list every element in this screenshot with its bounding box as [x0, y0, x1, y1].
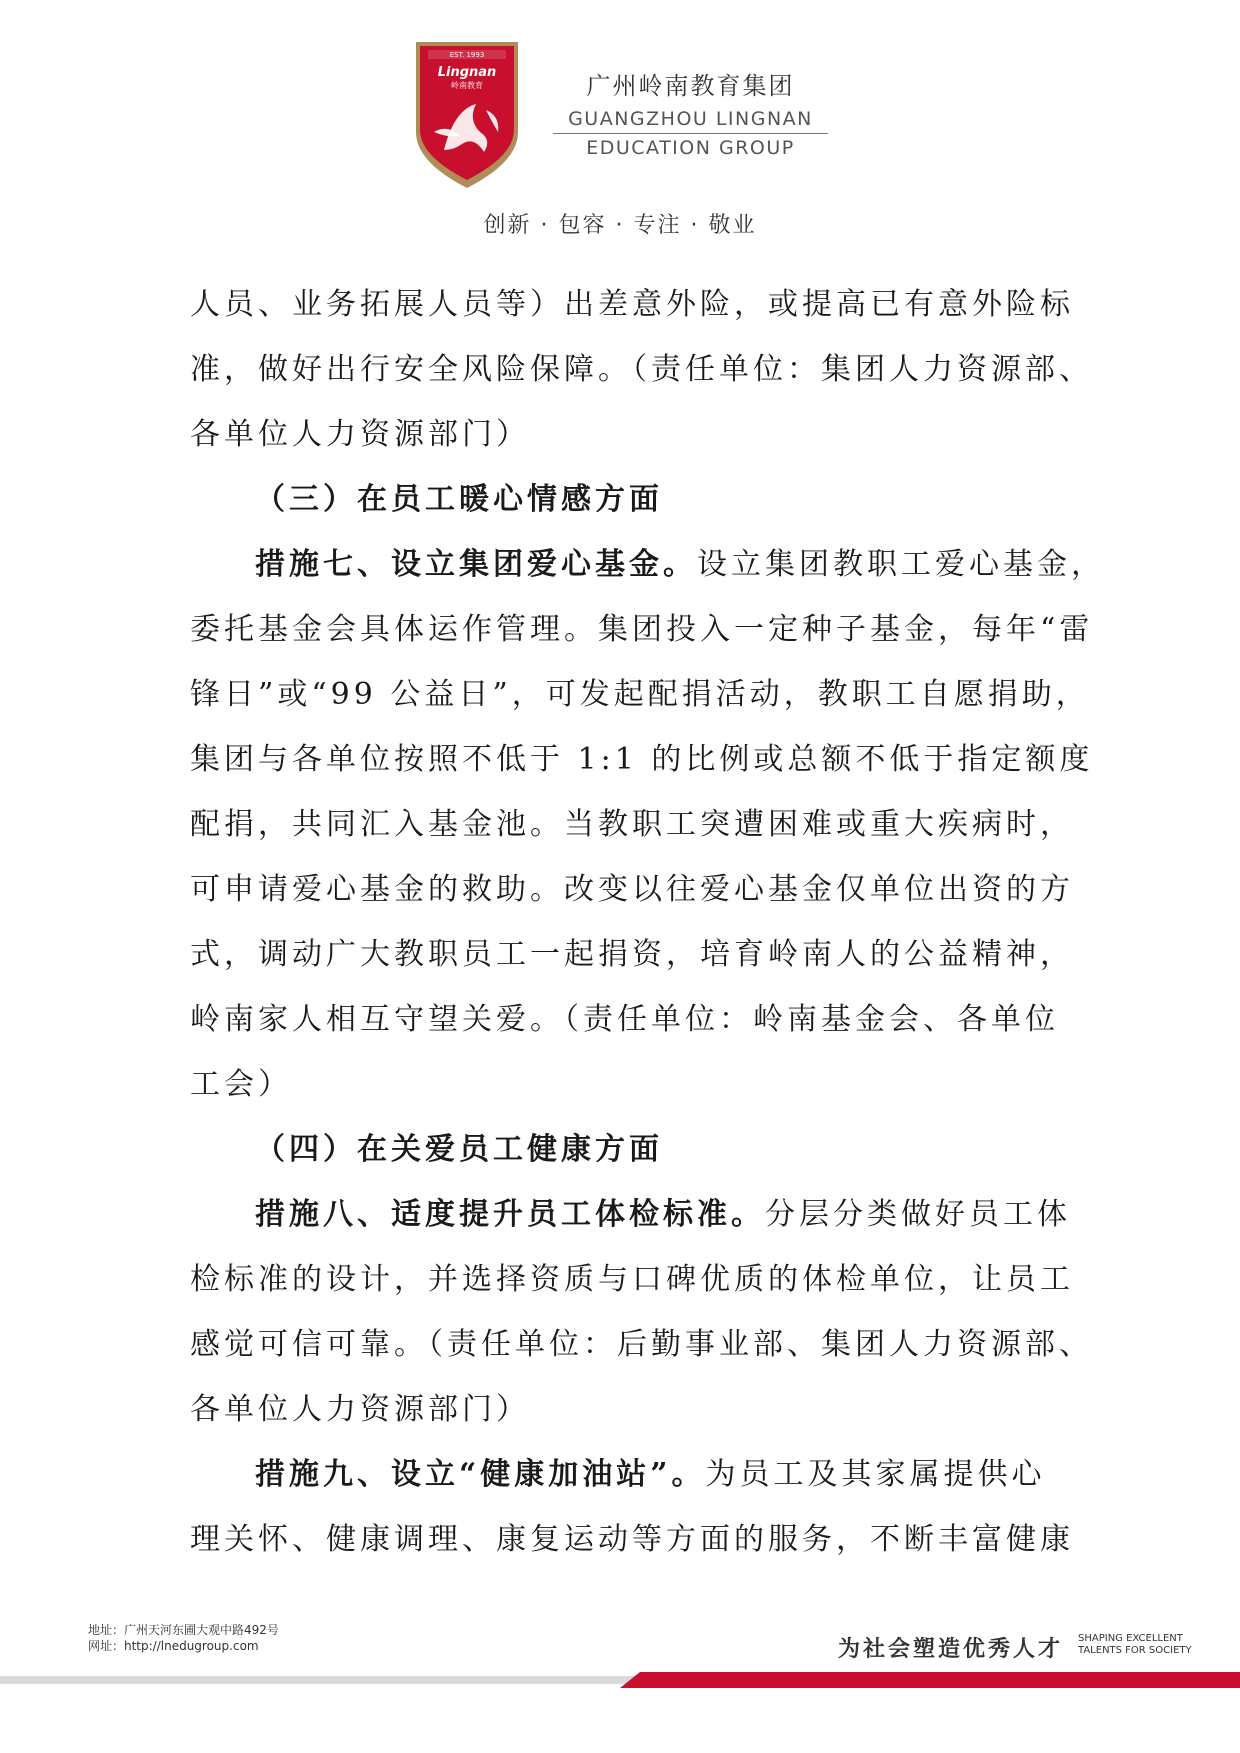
- footer-slogan: 为社会塑造优秀人才: [838, 1636, 1064, 1662]
- org-name-en-line2: EDUCATION GROUP: [586, 137, 795, 159]
- measure-8-text: 分层分类做好员工体: [765, 1197, 1071, 1232]
- paragraph-line: 锋日”或“99 公益日”，可发起配捐活动，教职工自愿捐助，: [190, 677, 1090, 712]
- paragraph-line: 各单位人力资源部门）: [190, 1392, 530, 1427]
- letterhead: [0, 0, 1240, 250]
- paragraph-line: 岭南家人相互守望关爱。（责任单位：岭南基金会、各单位: [190, 1002, 1059, 1037]
- footer-address: 地址：广州天河东圃大观中路492号: [88, 1623, 279, 1637]
- logo-text: Lingnan: [437, 65, 497, 80]
- document-body: [190, 272, 1105, 1572]
- measure-9-first-line: [190, 1442, 1050, 1507]
- logo-subtext: 岭南教育: [451, 81, 483, 90]
- paragraph-line: 感觉可信可靠。（责任单位：后勤事业部、集团人力资源部、: [190, 1327, 1093, 1362]
- measure-9-text: 为员工及其家属提供心: [705, 1457, 1046, 1492]
- divider: [553, 133, 828, 134]
- footer-website: 网址：http://lnedugroup.com: [88, 1639, 259, 1653]
- paragraph-line: 可申请爱心基金的救助。改变以往爱心基金仅单位出资的方: [190, 872, 1074, 907]
- section-heading-4: （四）在关爱员工健康方面: [255, 1132, 663, 1167]
- organization-name: [553, 66, 828, 160]
- lingnan-logo-icon: [414, 40, 520, 190]
- paragraph-line: 委托基金会具体运作管理。集团投入一定种子基金，每年“雷: [190, 612, 1094, 647]
- footer-slogan-en-line1: SHAPING EXCELLENT: [1078, 1633, 1183, 1644]
- measure-7-title: 措施七、设立集团爱心基金。: [255, 547, 697, 582]
- footer-contact: [88, 1622, 279, 1654]
- paragraph-line: 集团与各单位按照不低于 1:1 的比例或总额不低于指定额度: [190, 742, 1094, 777]
- footer-slogan-en: [1078, 1633, 1192, 1657]
- org-name-en-line1: GUANGZHOU LINGNAN: [568, 108, 813, 130]
- paragraph-line: 准，做好出行安全风险保障。（责任单位：集团人力资源部、: [190, 352, 1093, 387]
- section-heading-3: （三）在员工暖心情感方面: [255, 482, 663, 517]
- footer-slogan-en-line2: TALENTS FOR SOCIETY: [1078, 1645, 1192, 1656]
- org-name-cn: 广州岭南教育集团: [586, 72, 795, 100]
- measure-9-title: 措施九、设立“健康加油站”。: [255, 1457, 706, 1492]
- paragraph-line: 各单位人力资源部门）: [190, 417, 530, 452]
- paragraph-line: 理关怀、健康调理、康复运动等方面的服务，不断丰富健康: [190, 1522, 1074, 1557]
- paragraph-line: 配捐，共同汇入基金池。当教职工突遭困难或重大疾病时，: [190, 807, 1074, 842]
- measure-8-first-line: [190, 1182, 1071, 1247]
- paragraph-line: 检标准的设计，并选择资质与口碑优质的体检单位，让员工: [190, 1262, 1074, 1297]
- paragraph-line: 式，调动广大教职员工一起捐资，培育岭南人的公益精神，: [190, 937, 1074, 972]
- measure-8-title: 措施八、适度提升员工体检标准。: [255, 1197, 765, 1232]
- logo-est: EST. 1993: [449, 51, 485, 59]
- paragraph-line: 人员、业务拓展人员等）出差意外险，或提高已有意外险标: [190, 287, 1074, 322]
- measure-7-first-line: [190, 532, 1105, 597]
- footer-bar: [0, 1672, 1240, 1694]
- motto: 创新 · 包容 · 专注 · 敬业: [483, 213, 757, 238]
- measure-7-text: 设立集团教职工爱心基金，: [697, 547, 1105, 582]
- paragraph-line: 工会）: [190, 1067, 292, 1102]
